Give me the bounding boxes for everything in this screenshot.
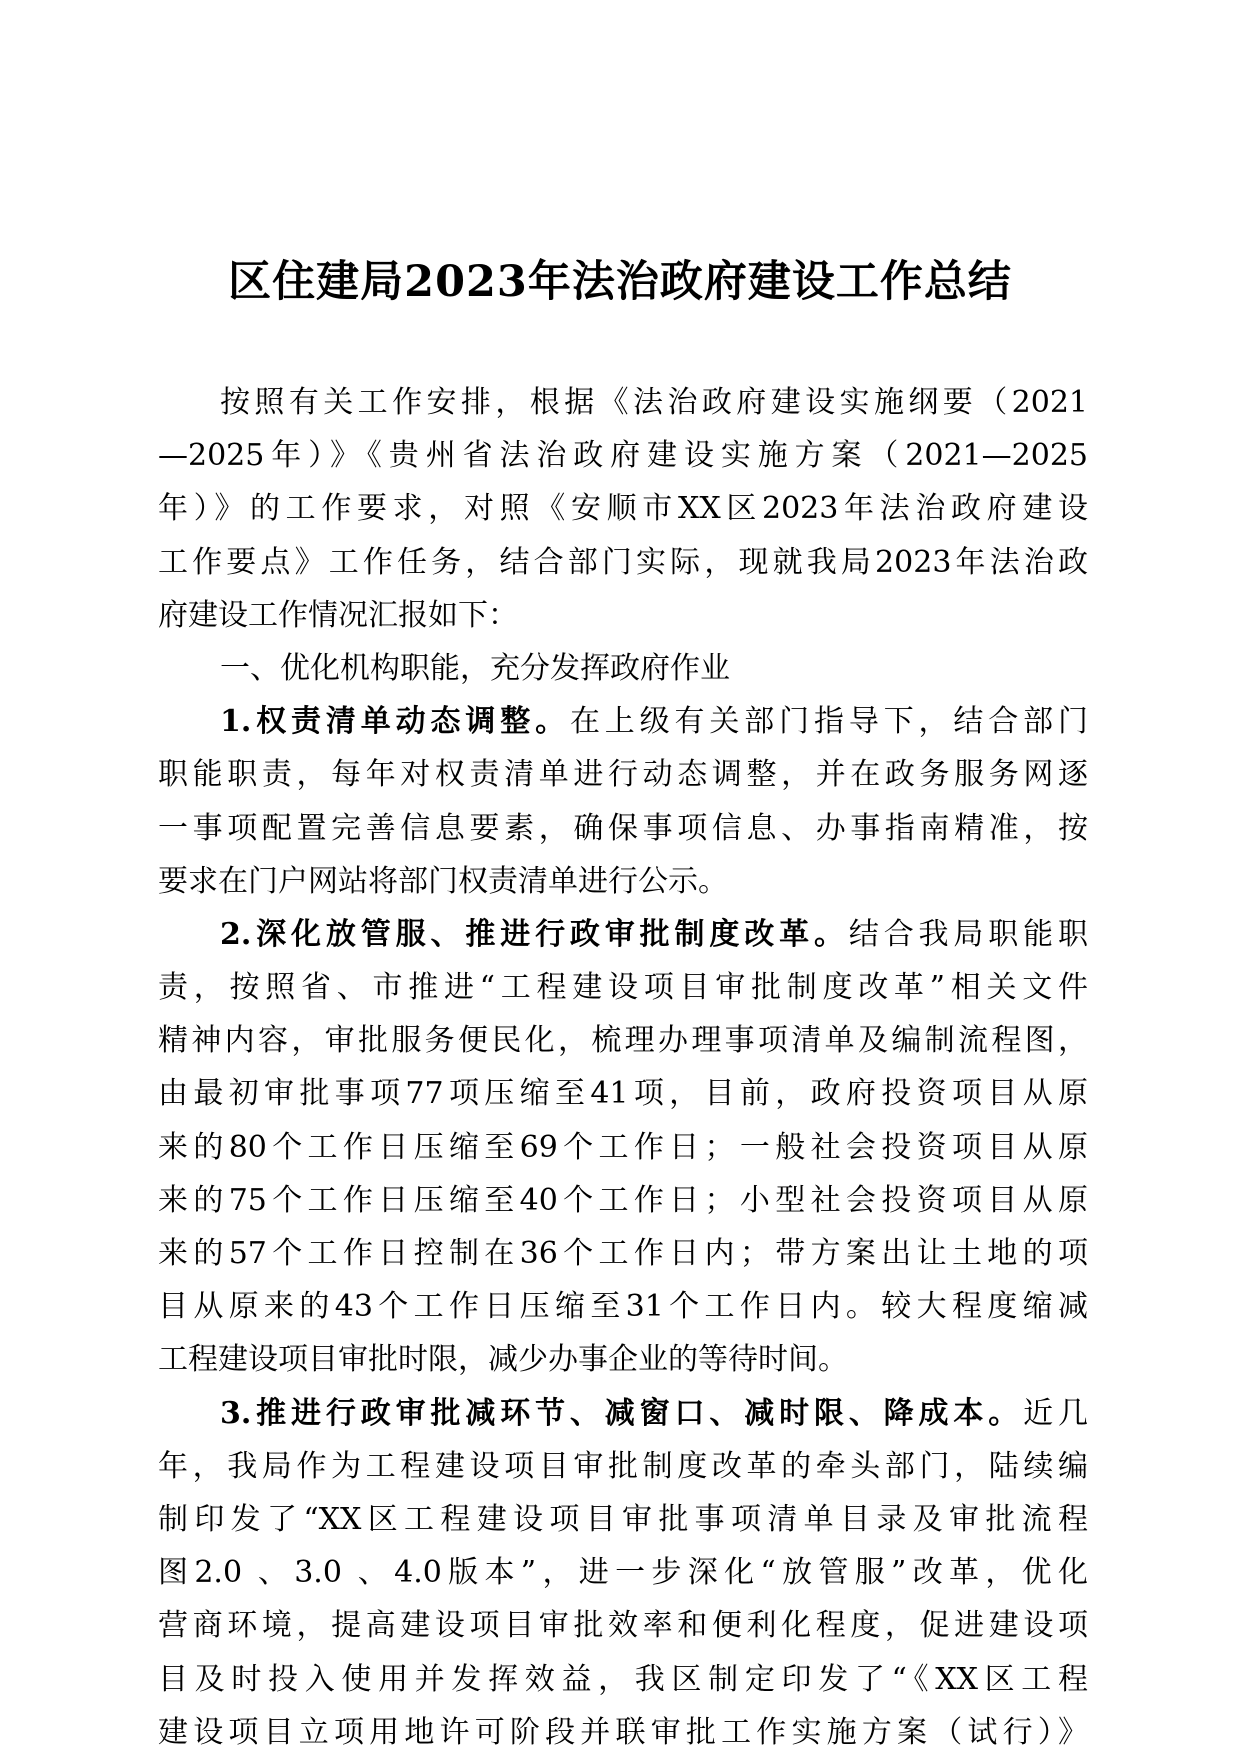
paragraph-line: 年，我局作为工程建设项目审批制度改革的牵头部门，陆续编 [158, 1448, 1088, 1484]
paragraph-line: 来的57个工作日控制在36个工作日内；带方案出让土地的项 [158, 1236, 1088, 1271]
paragraph-line: 精神内容，审批服务便民化，梳理办理事项清单及编制流程图， [158, 1023, 1088, 1059]
paragraph-line: 按照有关工作安排，根据《法治政府建设实施纲要（2021 [220, 385, 1088, 420]
paragraph-line: 目从原来的43个工作日压缩至31个工作日内。较大程度缩减 [158, 1289, 1088, 1325]
paragraph-line: 图2.0 、3.0 、4.0版本”，进一步深化“放管服”改革，优化 [158, 1555, 1088, 1591]
item-heading-line: 3.推进行政审批减环节、减窗口、减时限、降成本。近几 [220, 1395, 1089, 1431]
item-heading-line: 1.权责清单动态调整。在上级有关部门指导下，结合部门 [220, 704, 1088, 740]
paragraph-line: 年）》的工作要求，对照《安顺市XX区2023年法治政府建设 [158, 491, 1088, 527]
document-body [158, 376, 1088, 1759]
paragraph-line: 要求在门户网站将部门权责清单进行公示。 [158, 863, 728, 899]
paragraph-line: 来的75个工作日压缩至40个工作日；小型社会投资项目从原 [158, 1182, 1088, 1218]
paragraph-line: 一事项配置完善信息要素，确保事项信息、办事指南精准，按 [158, 810, 1088, 846]
item-heading: 1.权责清单动态调整。 [220, 704, 570, 740]
paragraph-line: 府建设工作情况汇报如下： [158, 597, 518, 633]
item-heading-line: 2.深化放管服、推进行政审批制度改革。结合我局职能职 [220, 916, 1088, 952]
paragraph-line: 来的80个工作日压缩至69个工作日；一般社会投资项目从原 [158, 1129, 1088, 1165]
item-heading: 2.深化放管服、推进行政审批制度改革。 [220, 916, 849, 952]
paragraph-line: 责，按照省、市推进“工程建设项目审批制度改革”相关文件 [158, 970, 1088, 1006]
paragraph-line: 目及时投入使用并发挥效益，我区制定印发了“《XX区工程 [158, 1661, 1088, 1697]
item-heading: 3.推进行政审批减环节、减窗口、减时限、降成本。 [220, 1395, 1024, 1431]
paragraph-line: —2025年）》《贵州省法治政府建设实施方案（2021—2025 [158, 438, 1088, 474]
document-title: 区住建局2023年法治政府建设工作总结 [228, 257, 1012, 307]
paragraph-line: 职能职责，每年对权责清单进行动态调整，并在政务服务网逐 [158, 757, 1088, 793]
paragraph-line: 由最初审批事项77项压缩至41项，目前，政府投资项目从原 [158, 1076, 1088, 1112]
paragraph-line: 工作要点》工作任务，结合部门实际，现就我局2023年法治政 [158, 544, 1088, 580]
paragraph-line: 工程建设项目审批时限，减少办事企业的等待时间。 [158, 1342, 848, 1378]
section-heading: 一、优化机构职能，充分发挥政府作业 [220, 650, 730, 686]
paragraph-line: 制印发了“XX区工程建设项目审批事项清单目录及审批流程 [158, 1501, 1088, 1537]
paragraph-line: 建设项目立项用地许可阶段并联审批工作实施方案（试行）》 [158, 1714, 1088, 1750]
paragraph-line: 营商环境，提高建设项目审批效率和便利化程度，促进建设项 [158, 1608, 1088, 1644]
